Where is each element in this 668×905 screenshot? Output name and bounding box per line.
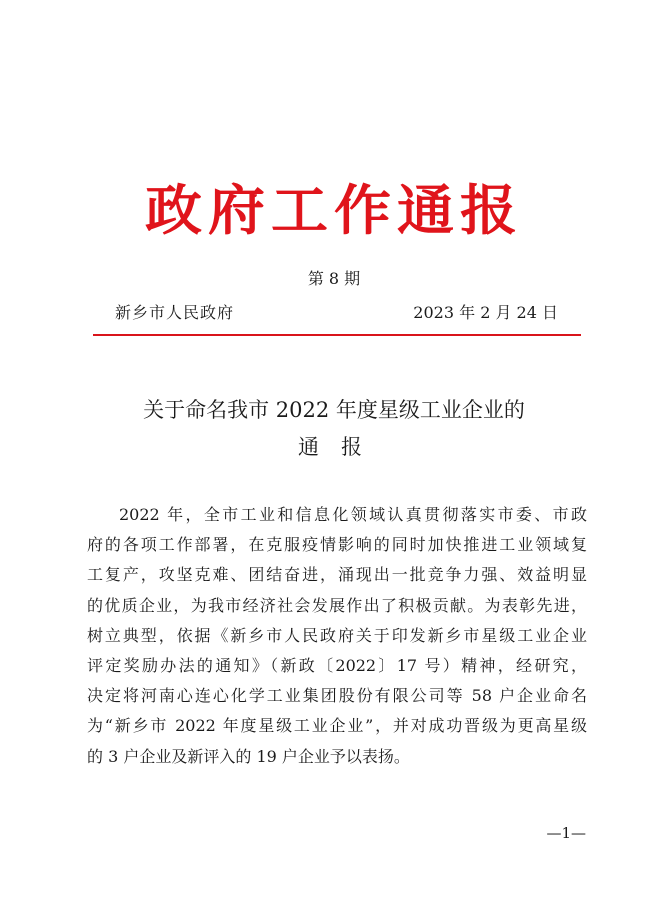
body-line: 评定奖励办法的通知》（新政〔2022〕17 号）精神，经研究， (87, 656, 587, 676)
red-divider-line (93, 334, 581, 336)
body-line: 的优质企业，为我市经济社会发展作出了积极贡献。为表彰先进， (87, 595, 587, 615)
body-line: 府的各项工作部署，在克服疫情影响的同时加快推进工业领域复 (87, 535, 587, 555)
body-line: 2022 年，全市工业和信息化领域认真贯彻落实市委、市政 (119, 505, 587, 524)
body-line: 为“新乡市 2022 年度星级工业企业”，并对成功晋级为更高星级 (87, 716, 587, 736)
document-title-line-2: 通报 (298, 435, 384, 459)
page-number: —1— (546, 824, 586, 842)
masthead-title: 政府工作通报 (145, 178, 523, 243)
body-line: 工复产，攻坚克难、团结奋进，涌现出一批竞争力强、效益明显 (87, 565, 587, 585)
document-title-line-1: 关于命名我市 2022 年度星级工业企业的 (143, 398, 525, 422)
issue-number: 第 8 期 (307, 269, 361, 288)
body-line: 的 3 户企业及新评入的 19 户企业予以表扬。 (87, 746, 410, 766)
issue-date: 2023 年 2 月 24 日 (413, 303, 558, 322)
body-paragraph (87, 500, 587, 772)
body-line: 决定将河南心连心化学工业集团股份有限公司等 58 户企业命名 (87, 686, 587, 706)
issuer-name: 新乡市人民政府 (115, 303, 235, 322)
body-line: 树立典型，依据《新乡市人民政府关于印发新乡市星级工业企业 (87, 625, 587, 645)
